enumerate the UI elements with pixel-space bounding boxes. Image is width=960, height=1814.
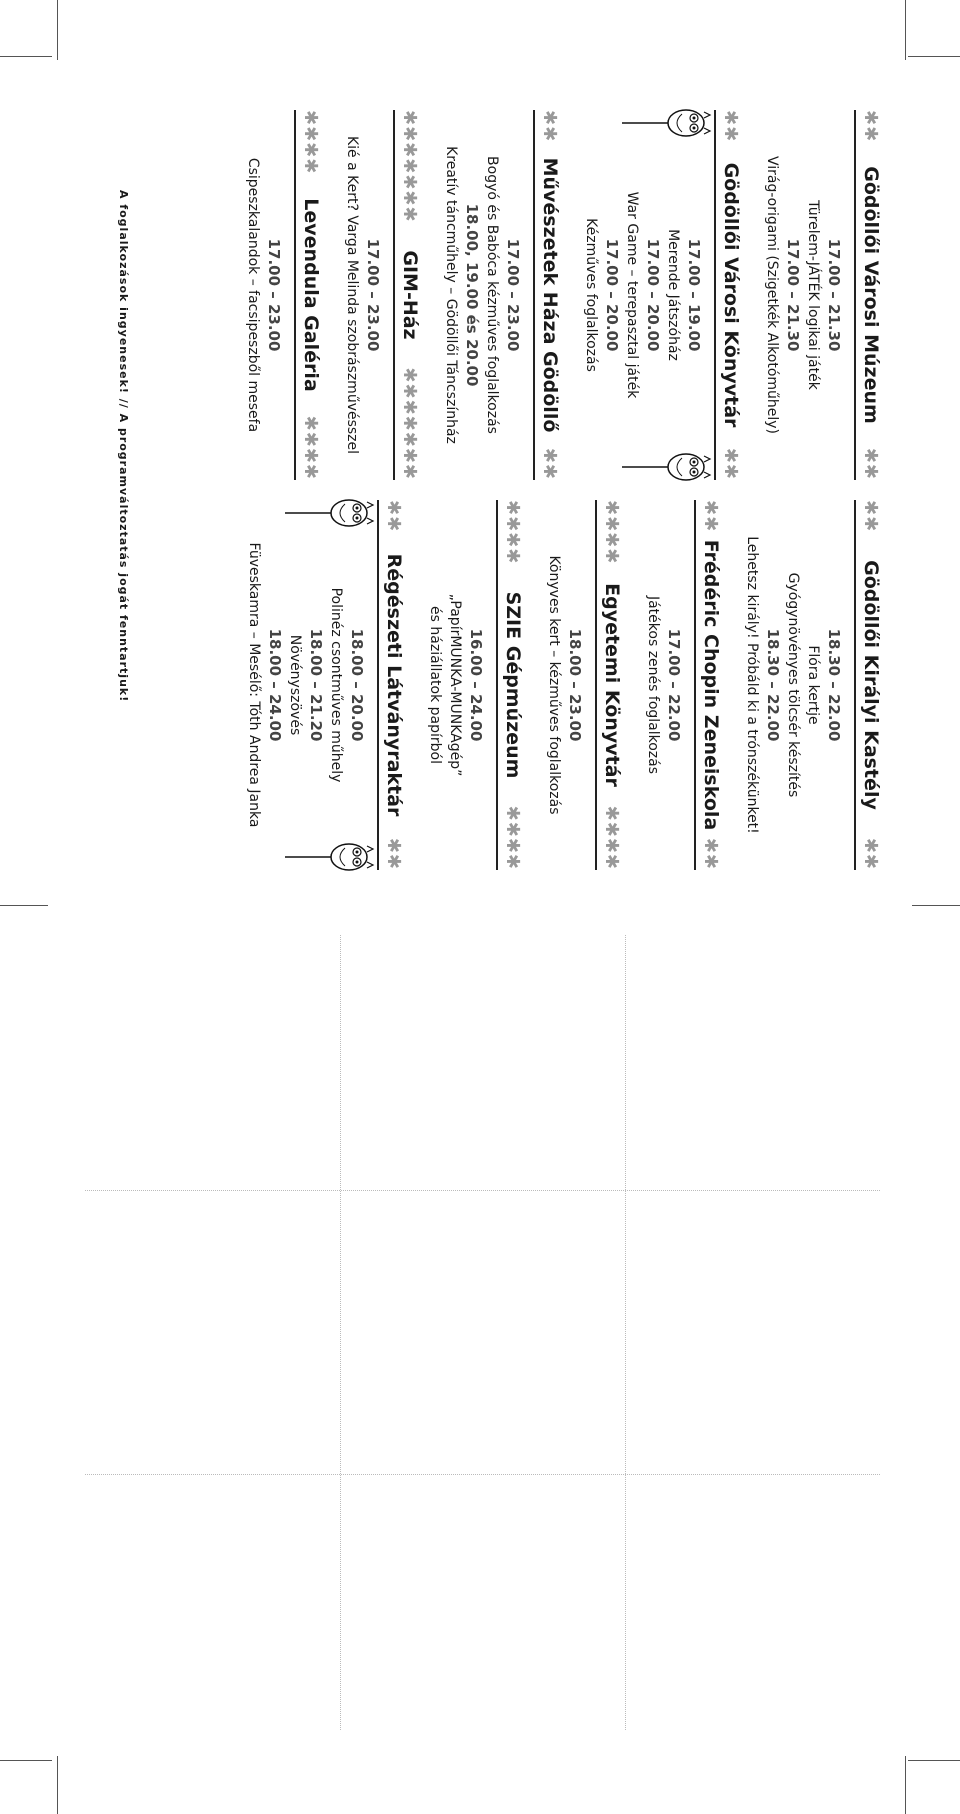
program-section [742, 500, 882, 870]
section-title: Levendula Galéria [300, 198, 322, 392]
event-description: Kézműves foglalkozás [583, 218, 599, 372]
fold-guide [85, 1190, 880, 1191]
event-description: War Game – terepasztal játék [624, 191, 640, 399]
event-description: Bogyó és Babóca kézműves foglalkozás [484, 156, 500, 434]
event-time: 17.00 – 23.00 [265, 238, 283, 352]
crop-mark [908, 56, 960, 57]
section-title: Egyetemi Könyvtár [601, 583, 623, 787]
event-time: 16.00 – 24.00 [467, 628, 485, 742]
event-description: Flóra kertje [805, 645, 821, 725]
program-section [425, 500, 524, 870]
program-section [243, 110, 322, 480]
crop-mark [0, 56, 52, 57]
event-description: Türelem-JÁTÉK logikai játék [805, 200, 821, 390]
event-time: 17.00 – 20.00 [603, 238, 621, 352]
stars-decoration: ✱✱ [720, 447, 742, 480]
stars-decoration: ✱✱ [700, 500, 722, 533]
program-section [441, 110, 561, 480]
owl-pole-icon [285, 492, 375, 534]
crop-mark [0, 1760, 52, 1761]
event-description: Kreatív táncműhely – Gödöllői Táncszínház [443, 146, 459, 444]
event-description: Kié a Kert? Varga Melinda szobrászművésszel [344, 135, 360, 455]
stars-decoration: ✱✱✱✱ [502, 805, 524, 870]
program-section [762, 110, 882, 480]
flyer-content [72, 100, 882, 880]
stars-decoration: ✱✱✱✱ [300, 415, 322, 480]
stars-decoration: ✱✱ [700, 837, 722, 870]
crop-mark [905, 0, 906, 60]
stars-decoration: ✱✱✱✱ [300, 110, 322, 175]
flyer-panel [72, 100, 882, 880]
event-time: 18.00 – 21.20 [307, 628, 325, 742]
event-description: Növényszövés [287, 634, 303, 736]
section-header [377, 500, 405, 870]
section-header [694, 500, 722, 870]
event-description: Füveskamra – Mesélő: Tóth Andrea Janka [246, 542, 262, 828]
program-section [581, 110, 742, 480]
stars-decoration: ✱✱ [860, 447, 882, 480]
event-time: 18.30 – 22.00 [825, 628, 843, 742]
stars-decoration: ✱✱✱✱✱✱✱ [399, 367, 421, 480]
event-description: Könyves kert – kézműves foglalkozás [546, 555, 562, 815]
stars-decoration: ✱✱ [539, 447, 561, 480]
event-time: 17.00 – 23.00 [364, 238, 382, 352]
crop-mark [912, 905, 960, 906]
stars-decoration: ✱✱ [860, 837, 882, 870]
event-time: 18.00 – 20.00 [348, 628, 366, 742]
section-header [714, 110, 742, 480]
event-time: 17.00 – 21.30 [825, 238, 843, 352]
program-section [643, 500, 722, 870]
event-description: „PapírMUNKA-MUNKAgép” [447, 593, 463, 777]
crop-mark [905, 1756, 906, 1814]
owl-pole-icon [622, 446, 712, 488]
event-description: Lehetsz király! Próbáld ki a trónszékünket! [744, 536, 760, 834]
event-time: 18.00, 19.00 és 20.00 [463, 203, 481, 387]
crop-mark [908, 1760, 960, 1761]
fold-guide [340, 935, 341, 1730]
program-section [342, 110, 421, 480]
program-column-left [142, 110, 882, 480]
stars-decoration: ✱✱ [383, 837, 405, 870]
event-description: Virág-origami (Szigetkék Alkotóműhely) [764, 155, 780, 435]
crop-mark [0, 905, 48, 906]
stars-decoration: ✱✱✱✱ [601, 805, 623, 870]
event-description: Merende Játszóház [665, 229, 681, 361]
footer-note: A foglalkozások ingyenesek! // A programváltoztatás jogát fenntartjuk! [117, 190, 130, 703]
event-time: 18.30 – 22.00 [764, 628, 782, 742]
stars-decoration: ✱✱ [860, 110, 882, 143]
stars-decoration: ✱✱ [860, 500, 882, 533]
program-column-right [142, 500, 882, 870]
section-title: Gödöllői Királyi Kastély [860, 560, 882, 810]
event-description: és háziállatok papírból [427, 606, 443, 764]
stars-decoration: ✱✱✱✱ [502, 500, 524, 565]
event-description: Csipeszkalandok – facsipeszből mesefa [245, 157, 261, 433]
event-description: Gyógynövényes tölcsér készítés [785, 572, 801, 798]
section-header [496, 500, 524, 870]
event-time: 17.00 – 22.00 [665, 628, 683, 742]
section-header [854, 110, 882, 480]
event-time: 17.00 – 23.00 [504, 238, 522, 352]
stars-decoration: ✱✱✱✱ [601, 500, 623, 565]
event-time: 17.00 – 20.00 [644, 238, 662, 352]
event-description: Játékos zenés foglalkozás [645, 595, 661, 775]
section-title: SZIE Gépmúzeum [502, 591, 524, 779]
section-title: GIM-Ház [399, 250, 421, 340]
event-time: 17.00 – 19.00 [685, 238, 703, 352]
program-section [244, 500, 405, 870]
section-title: Gödöllői Városi Könyvtár [720, 162, 742, 428]
event-description: Polinéz csontműves műhely [328, 587, 344, 783]
owl-pole-icon [622, 102, 712, 144]
event-time: 18.00 – 23.00 [566, 628, 584, 742]
section-title: Gödöllői Városi Múzeum [860, 166, 882, 424]
owl-pole-icon [285, 836, 375, 878]
crop-mark [57, 1756, 58, 1814]
fold-guide [85, 1474, 880, 1475]
section-header [393, 110, 421, 480]
stars-decoration: ✱✱ [539, 110, 561, 143]
section-header [533, 110, 561, 480]
section-title: Művészetek Háza Gödöllő [539, 157, 561, 433]
crop-mark [57, 0, 58, 60]
section-title: Frédéric Chopin Zeneiskola [700, 539, 722, 831]
section-header [294, 110, 322, 480]
stars-decoration: ✱✱ [720, 110, 742, 143]
event-time: 18.00 – 24.00 [266, 628, 284, 742]
stars-decoration: ✱✱✱✱✱✱✱ [399, 110, 421, 223]
section-header [595, 500, 623, 870]
program-section [544, 500, 623, 870]
fold-guide [625, 935, 626, 1730]
event-time: 17.00 – 21.30 [784, 238, 802, 352]
section-title: Régészeti Látványraktár [383, 553, 405, 817]
section-header [854, 500, 882, 870]
stars-decoration: ✱✱ [383, 500, 405, 533]
